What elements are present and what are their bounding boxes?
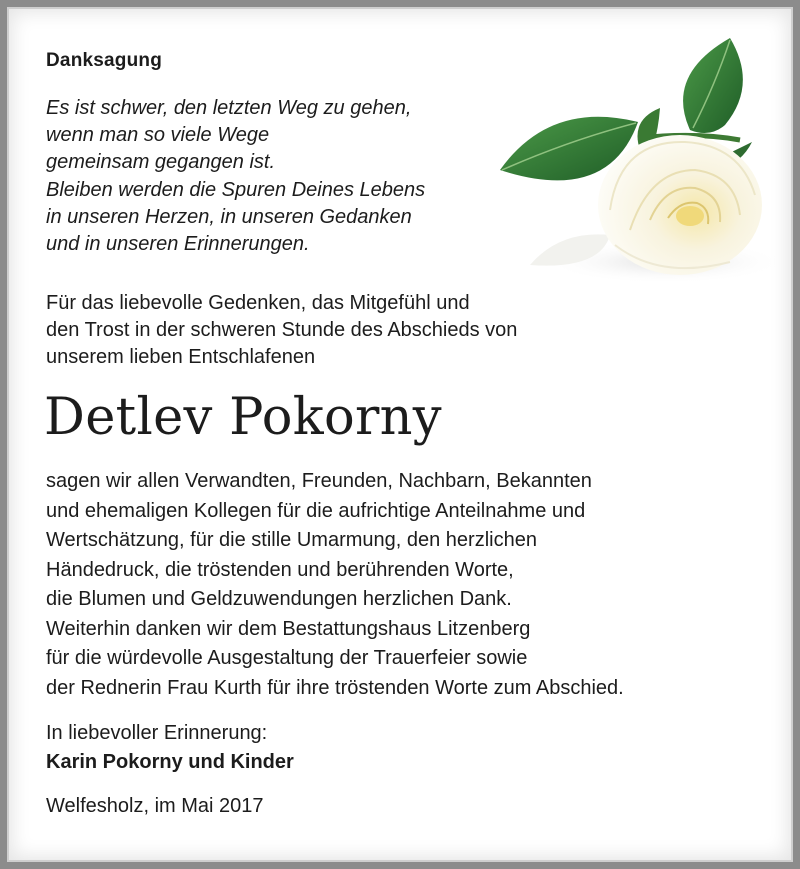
verse-line: und in unseren Erinnerungen. (46, 233, 310, 256)
verse-line: Bleiben werden die Spuren Deines Lebens (46, 178, 426, 201)
signer-name: Karin Pokorny und Kinder (46, 751, 294, 773)
thanks-line: die Blumen und Geldzuwendungen herzlichen Dank. (46, 588, 512, 610)
thanks-line: sagen wir allen Verwandten, Freunden, Nachbarn, Bekannten (46, 470, 592, 492)
thanks-line: Wertschätzung, für die stille Umarmung, den herzlichen (46, 529, 537, 551)
intro-line: unserem lieben Entschlafenen (46, 346, 316, 368)
thanks-line: Händedruck, die tröstenden und berührenden Worte, (46, 558, 514, 581)
verse-line: Es ist schwer, den letzten Weg zu gehen, (46, 97, 412, 119)
thanks-line: für die würdevolle Ausgestaltung der Trauerfeier sowie (46, 647, 528, 669)
place-and-date: Welfesholz, im Mai 2017 (46, 795, 264, 817)
verse-line: gemeinsam gegangen ist. (46, 151, 276, 174)
thanks-line: Weiterhin danken wir dem Bestattungshaus Litzenberg (46, 617, 531, 640)
notice-heading: Danksagung (46, 50, 163, 71)
verse-line: wenn man so viele Wege (46, 124, 270, 147)
intro-text (46, 290, 517, 371)
closing-line: In liebevoller Erinnerung: (46, 722, 268, 744)
memorial-verse (46, 95, 425, 258)
white-rose-image (490, 30, 780, 290)
thanks-line: der Rednerin Frau Kurth für ihre tröstenden Worte zum Abschied. (46, 676, 624, 699)
intro-line: den Trost in der schweren Stunde des Abschieds von (46, 319, 518, 341)
verse-line: in unseren Herzen, in unseren Gedanken (46, 205, 412, 228)
deceased-name: Detlev Pokorny (44, 388, 442, 447)
thanks-text (46, 467, 624, 703)
thanks-line: und ehemaligen Kollegen für die aufrichtige Anteilnahme und (46, 499, 586, 522)
intro-line: Für das liebevolle Gedenken, das Mitgefühl und (46, 292, 470, 314)
closing-block (46, 719, 294, 777)
